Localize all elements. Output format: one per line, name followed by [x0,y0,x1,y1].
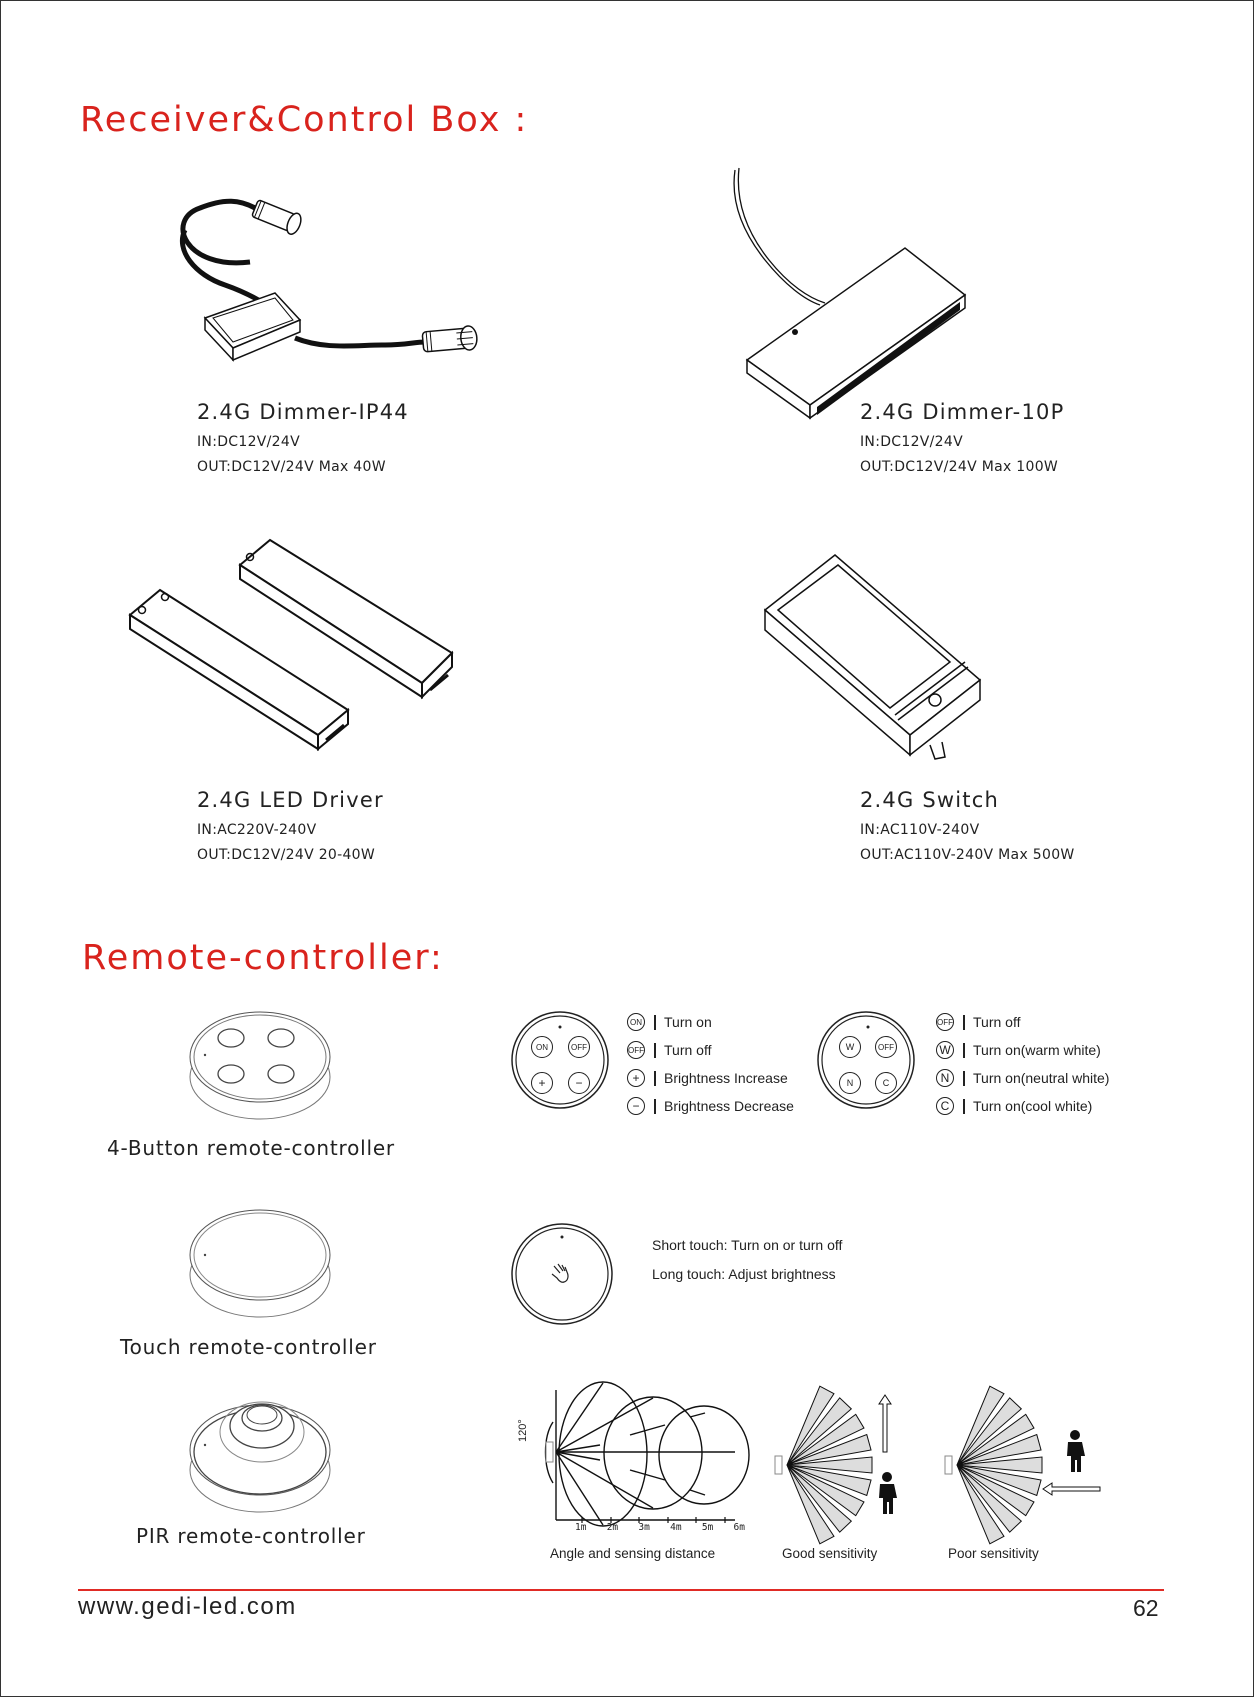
poor-sensitivity-diagram [935,1385,1105,1540]
legend-label: Turn off [664,1042,712,1058]
separator [963,1071,965,1086]
distance-tick-labels [575,1522,745,1533]
dimmer-remote-button-plus: + [531,1072,553,1094]
product-output-dimmer-10p: OUT:DC12V/24V Max 100W [860,459,1059,475]
distance-tick: 6m [733,1522,745,1533]
separator [963,1043,965,1058]
legend-item [627,1036,794,1064]
cct-remote-button-c: C [875,1072,897,1094]
cct-remote-button-off: OFF [875,1036,897,1058]
legend-label: Turn on [664,1014,712,1030]
touch-long-description: Long touch: Adjust brightness [652,1266,836,1282]
section-title-receiver: Receiver&Control Box : [80,100,529,140]
dimmer-ip44-illustration [165,190,485,370]
product-name-switch: 2.4G Switch [860,788,999,812]
caption-touch-remote: Touch remote-controller [120,1335,377,1359]
legend-item [936,1092,1109,1120]
cct-legend [936,1008,1109,1120]
on-button-icon: ON [627,1013,645,1031]
footer-website-link[interactable]: www.gedi-led.com [78,1593,297,1620]
legend-label: Turn on(warm white) [973,1042,1101,1058]
plus-button-icon: + [627,1069,645,1087]
switch-illustration [760,550,990,760]
product-input-led-driver: IN:AC220V-240V [197,822,317,838]
dimmer-remote-button-on: ON [531,1036,553,1058]
footer-divider [78,1589,1164,1591]
legend-label: Turn on(cool white) [973,1098,1093,1114]
cool-white-button-icon: C [936,1097,954,1115]
dimmer-legend [627,1008,794,1120]
page-number: 62 [1133,1595,1159,1621]
product-input-switch: IN:AC110V-240V [860,822,980,838]
neutral-white-button-icon: N [936,1069,954,1087]
product-name-dimmer-10p: 2.4G Dimmer-10P [860,400,1065,424]
caption-poor-sensitivity: Poor sensitivity [948,1546,1039,1561]
touch-remote-illustration [180,1200,340,1325]
legend-item [627,1008,794,1036]
separator [963,1015,965,1030]
distance-tick: 4m [670,1522,682,1533]
legend-item [627,1092,794,1120]
legend-item [936,1064,1109,1092]
minus-button-icon: − [627,1097,645,1115]
separator [654,1071,656,1086]
caption-four-button-remote: 4-Button remote-controller [107,1136,395,1160]
pir-remote-illustration [180,1390,340,1520]
legend-label: Brightness Decrease [664,1098,794,1114]
warm-white-button-icon: W [936,1041,954,1059]
person-icon [879,1472,897,1514]
dimmer-remote-button-off: OFF [568,1036,590,1058]
led-driver-illustration [130,535,460,750]
caption-good-sensitivity: Good sensitivity [782,1546,878,1561]
distance-tick: 5m [701,1522,714,1533]
off-button-icon: OFF [936,1013,954,1031]
separator [654,1015,656,1030]
section-title-remote: Remote-controller: [82,938,444,978]
product-output-led-driver: OUT:DC12V/24V 20-40W [197,847,376,863]
separator [963,1099,965,1114]
dimmer-remote-diagram [510,1010,610,1110]
product-input-dimmer-ip44: IN:DC12V/24V [197,434,300,450]
caption-angle-distance: Angle and sensing distance [550,1546,716,1561]
dimmer-remote-button-minus: − [568,1072,590,1094]
product-output-switch: OUT:AC110V-240V Max 500W [860,847,1075,863]
pir-sensor-icon [945,1456,952,1474]
pir-sensor-icon [775,1456,782,1474]
cct-remote-diagram [816,1010,916,1110]
legend-label: Turn off [973,1014,1021,1030]
pir-angle-label: 120° [517,1419,529,1442]
legend-item [936,1008,1109,1036]
off-button-icon: OFF [627,1041,645,1059]
left-arrow-icon [1043,1483,1100,1495]
legend-label: Turn on(neutral white) [973,1070,1110,1086]
product-name-led-driver: 2.4G LED Driver [197,788,384,812]
legend-item [936,1036,1109,1064]
legend-label: Brightness Increase [664,1070,788,1086]
four-button-remote-illustration [180,1005,340,1125]
distance-tick: 2m [606,1522,619,1533]
touch-hand-icon [552,1264,568,1282]
touch-remote-diagram [510,1222,614,1326]
pir-angle-distance-diagram [515,1375,745,1525]
separator [654,1099,656,1114]
product-output-dimmer-ip44: OUT:DC12V/24V Max 40W [197,459,386,475]
separator [654,1043,656,1058]
product-input-dimmer-10p: IN:DC12V/24V [860,434,963,450]
touch-short-description: Short touch: Turn on or turn off [652,1237,843,1253]
caption-pir-remote: PIR remote-controller [136,1524,366,1548]
legend-item [627,1064,794,1092]
up-arrow-icon [879,1395,891,1452]
product-name-dimmer-ip44: 2.4G Dimmer-IP44 [197,400,409,424]
cct-remote-button-n: N [839,1072,861,1094]
distance-tick: 1m [575,1522,587,1533]
dimmer-10p-illustration [725,165,975,420]
good-sensitivity-diagram [765,1385,915,1540]
distance-tick: 3m [638,1522,650,1533]
cct-remote-button-w: W [839,1036,861,1058]
person-icon [1067,1430,1085,1472]
